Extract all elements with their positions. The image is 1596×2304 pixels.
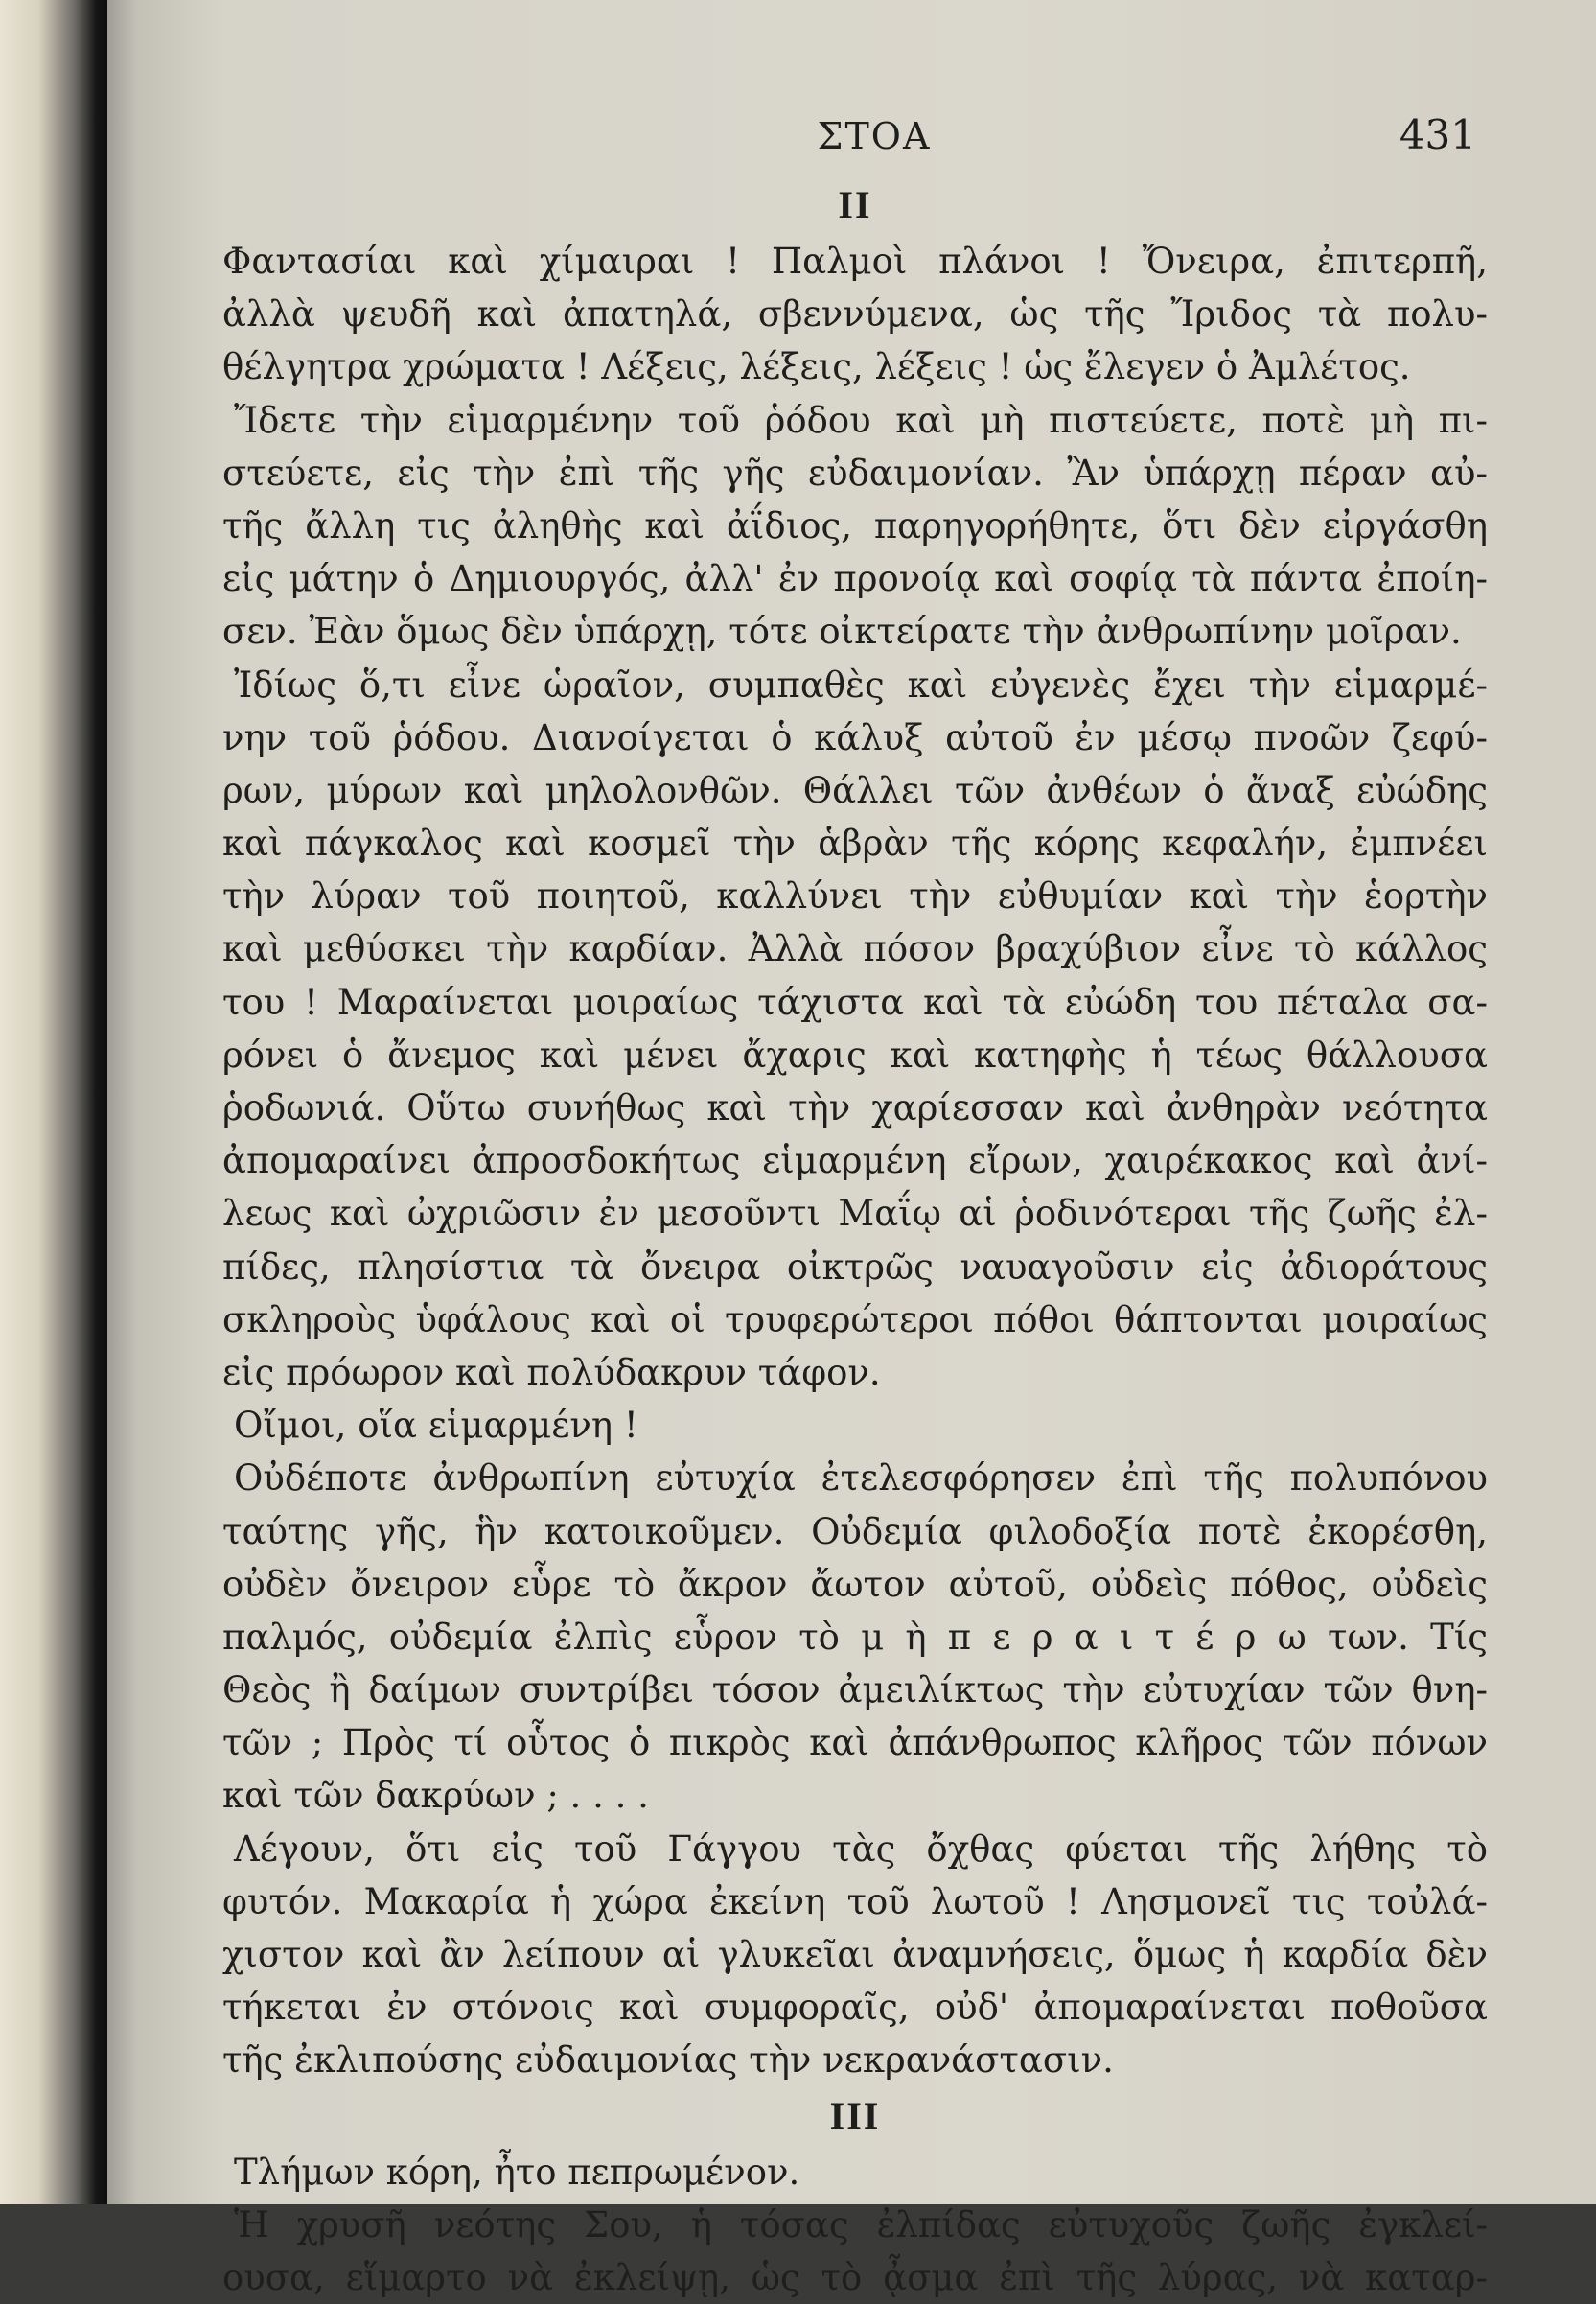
book-gutter (0, 0, 107, 2204)
text-line: εἰς μάτην ὁ Δημιουργός, ἀλλ' ἐν προνοίᾳ καὶ σοφίᾳ τὰ πάντα ἐποίη- (222, 558, 1488, 600)
text-line: ῥοδωνιά. Οὕτω συνήθως καὶ τὴν χαρίεσσαν καὶ ἀνθηρὰν νεότητα (222, 1087, 1488, 1129)
text-line: τῆς ἐκλιπούσης εὐδαιμονίας τὴν νεκρανάστασιν. (222, 2039, 1114, 2082)
text-line: τήκεται ἐν στόνοις καὶ συμφοραῖς, οὐδ' ἀπομαραίνεται ποθοῦσα (222, 1987, 1488, 2029)
text-line: Οἴμοι, οἵα εἱμαρμένη ! (234, 1405, 638, 1447)
text-line: παλμός, οὐδεμία ἐλπὶς εὗρον τὸ μ ὴ π ε ρ α ι τ έ ρ ω των. Τίς (222, 1616, 1488, 1658)
text-line: στεύετε, εἰς τὴν ἐπὶ τῆς γῆς εὐδαιμονίαν. Ἂν ὑπάρχῃ πέραν αὐ- (222, 452, 1488, 494)
text-line: καὶ τῶν δακρύων ; . . . . (222, 1775, 649, 1817)
text-line: ἀπομαραίνει ἀπροσδοκήτως εἱμαρμένη εἴρων, χαιρέκακος καὶ ἀνί- (222, 1140, 1488, 1182)
text-line: χιστον καὶ ἂν λείπουν αἱ γλυκεῖαι ἀναμνήσεις, ὅμως ἡ καρδία δὲν (222, 1934, 1488, 1975)
text-line: νην τοῦ ῥόδου. Διανοίγεται ὁ κάλυξ αὐτοῦ ἐν μέσῳ πνοῶν ζεφύ- (222, 716, 1488, 758)
page-number: 431 (1399, 111, 1476, 158)
text-line: οὐδὲν ὄνειρον εὗρε τὸ ἄκρον ἄωτον αὐτοῦ, οὐδεὶς πόθος, οὐδεὶς (222, 1563, 1488, 1605)
text-block (222, 182, 1488, 2304)
text-line: θέλγητρα χρώματα ! Λέξεις, λέξεις, λέξεις ! ὡς ἔλεγεν ὁ Ἀμλέτος. (222, 346, 1411, 388)
text-line: τῆς ἄλλη τις ἀληθὴς καὶ ἀΐδιος, παρηγορήθητε, ὅτι δὲν εἰργάσθη (222, 504, 1488, 547)
text-line: πίδες, πλησίστια τὰ ὄνειρα οἰκτρῶς ναυαγοῦσιν εἰς ἀδιοράτους (222, 1245, 1488, 1288)
text-line: τῶν ; Πρὸς τί οὗτος ὁ πικρὸς καὶ ἀπάνθρωπος κλῆρος τῶν πόνων (222, 1722, 1488, 1764)
text-line: ουσα, εἵμαρτο νὰ ἐκλείψῃ, ὡς τὸ ᾆσμα ἐπὶ τῆς λύρας, νὰ καταρ- (222, 2256, 1488, 2298)
text-line: του ! Μαραίνεται μοιραίως τάχιστα καὶ τὰ εὐώδη του πέταλα σα- (222, 981, 1488, 1023)
text-line: ρόνει ὁ ἄνεμος καὶ μένει ἄχαρις καὶ κατηφὴς ἡ τέως θάλλουσα (222, 1034, 1488, 1076)
text-line: Θεὸς ἢ δαίμων συντρίβει τόσον ἀμειλίκτως τὴν εὐτυχίαν τῶν θνη- (222, 1669, 1488, 1711)
text-line: φυτόν. Μακαρία ἡ χώρα ἐκείνη τοῦ λωτοῦ ! Λησμονεῖ τις τοὐλά- (222, 1880, 1488, 1922)
section-number-iii: III (829, 2093, 881, 2137)
book-page (107, 0, 1596, 2298)
text-line: καὶ μεθύσκει τὴν καρδίαν. Ἀλλὰ πόσον βραχύβιον εἶνε τὸ κάλλος (222, 928, 1488, 970)
text-line: ταύτης γῆς, ἣν κατοικοῦμεν. Οὐδεμία φιλοδοξία ποτὲ ἐκορέσθη, (222, 1510, 1488, 1552)
text-line: Οὐδέποτε ἀνθρωπίνη εὐτυχία ἐτελεσφόρησεν ἐπὶ τῆς πολυπόνου (234, 1457, 1488, 1500)
text-line: σκληροὺς ὑφάλους καὶ οἱ τρυφερώτεροι πόθοι θάπτονται μοιραίως (222, 1298, 1488, 1340)
running-title: ΣΤΟΑ (817, 115, 932, 157)
text-line: Φαντασίαι καὶ χίμαιραι ! Παλμοὶ πλάνοι ! Ὄνειρα, ἐπιτερπῆ, (222, 241, 1488, 282)
text-line: Ἡ χρυσῆ νεότης Σου, ἡ τόσας ἐλπίδας εὐτυχοῦς ζωῆς ἐγκλεί- (234, 2203, 1488, 2246)
text-line: ρων, μύρων καὶ μηλολονθῶν. Θάλλει τῶν ἀνθέων ὁ ἄναξ εὐώδης (222, 769, 1488, 811)
text-line: εἰς πρόωρον καὶ πολύδακρυν τάφον. (222, 1351, 881, 1393)
text-line: Ἴδετε τὴν εἱμαρμένην τοῦ ῥόδου καὶ μὴ πιστεύετε, ποτὲ μὴ πι- (234, 399, 1488, 441)
text-line: ἀλλὰ ψευδῆ καὶ ἀπατηλά, σβεννύμενα, ὡς τῆς Ἴριδος τὰ πολυ- (222, 293, 1488, 336)
text-line: Ἰδίως ὅ,τι εἶνε ὡραῖον, συμπαθὲς καὶ εὐγενὲς ἔχει τὴν εἱμαρμέ- (234, 663, 1488, 706)
text-line: τὴν λύραν τοῦ ποιητοῦ, καλλύνει τὴν εὐθυμίαν καὶ τὴν ἑορτὴν (222, 875, 1488, 918)
section-iii-body (222, 2146, 1488, 2304)
text-line: σεν. Ἐὰν ὅμως δὲν ὑπάρχῃ, τότε οἰκτείρατε τὴν ἀνθρωπίνην μοῖραν. (222, 611, 1462, 653)
text-line: Τλήμων κόρη, ἦτο πεπρωμένον. (234, 2151, 800, 2193)
section-ii-body (222, 235, 1488, 2087)
running-head (107, 105, 1596, 163)
text-line: καὶ πάγκαλος καὶ κοσμεῖ τὴν ἁβρὰν τῆς κόρης κεφαλήν, ἐμπνέει (222, 823, 1488, 865)
text-line: λεως καὶ ὠχριῶσιν ἐν μεσοῦντι Μαΐῳ αἱ ῥοδινότεραι τῆς ζωῆς ἐλ- (222, 1193, 1488, 1235)
text-line: Λέγουν, ὅτι εἰς τοῦ Γάγγου τὰς ὄχθας φύεται τῆς λήθης τὸ (234, 1827, 1488, 1870)
section-number-ii: II (838, 183, 872, 226)
